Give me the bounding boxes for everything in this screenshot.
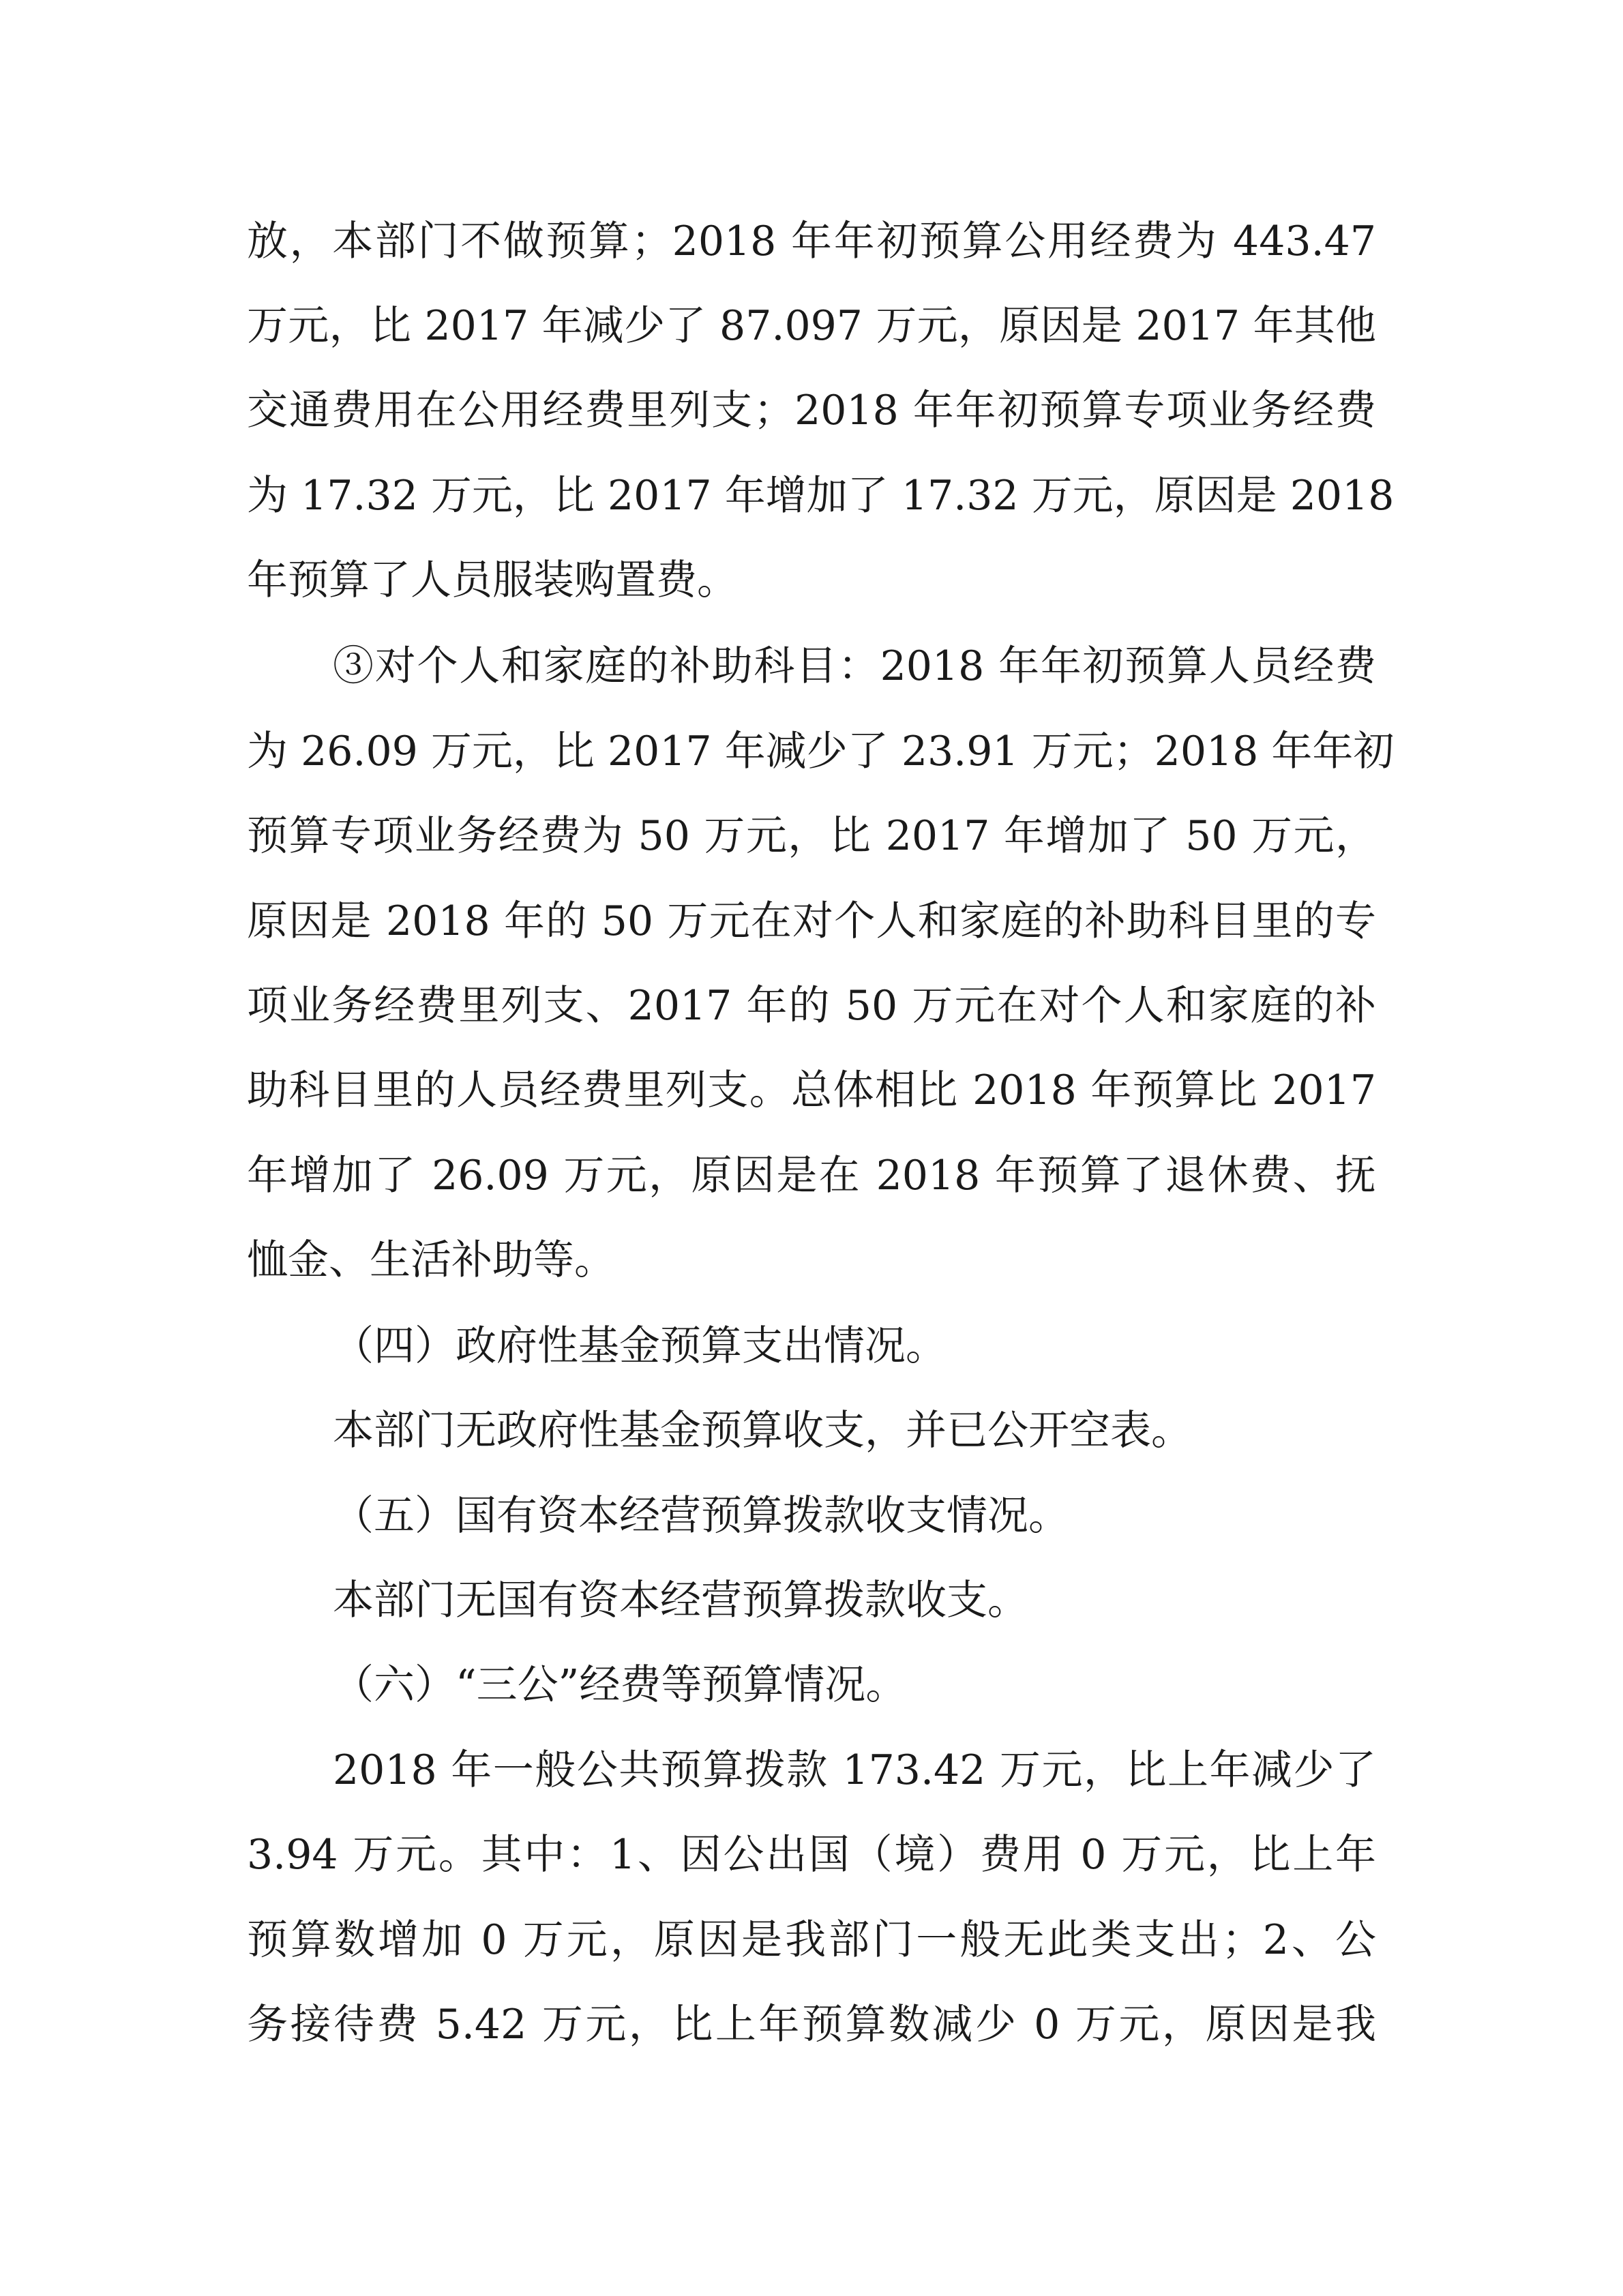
text-line: 放，本部门不做预算；2018 年年初预算公用经费为 443.47 [247,218,1376,265]
text-line: 年增加了 26.09 万元，原因是在 2018 年预算了退休费、抚 [247,1152,1376,1199]
text-line: 3.94 万元。其中：1、因公出国（境）费用 0 万元，比上年 [247,1831,1376,1879]
text-line: 项业务经费里列支、2017 年的 50 万元在对个人和家庭的补 [247,982,1376,1030]
paragraph-first-line: ③对个人和家庭的补助科目：2018 年年初预算人员经费 [333,642,1376,690]
text-line: 务接待费 5.42 万元，比上年预算数减少 0 万元，原因是我 [247,2001,1376,2048]
text-line: 预算专项业务经费为 50 万元，比 2017 年增加了 50 万元， [247,812,1376,860]
text-line: 恤金、生活补助等。 [247,1236,615,1284]
text-line: 年预算了人员服装购置费。 [247,556,738,604]
text-line: 交通费用在公用经费里列支；2018 年年初预算专项业务经费 [247,387,1376,434]
paragraph-first-line: 2018 年一般公共预算拨款 173.42 万元，比上年减少了 [333,1746,1376,1794]
text-line: 原因是 2018 年的 50 万元在对个人和家庭的补助科目里的专 [247,897,1376,945]
text-line: 本部门无国有资本经营预算拨款收支。 [333,1577,1028,1624]
section-heading: （四）政府性基金预算支出情况。 [333,1322,947,1370]
text-line: 本部门无政府性基金预算收支，并已公开空表。 [333,1407,1192,1455]
text-line: 为 26.09 万元，比 2017 年减少了 23.91 万元；2018 年年初 [247,728,1395,775]
text-line: 万元，比 2017 年减少了 87.097 万元，原因是 2017 年其他 [247,302,1376,350]
text-line: 为 17.32 万元，比 2017 年增加了 17.32 万元，原因是 2018 [247,472,1395,520]
section-heading: （五）国有资本经营预算拨款收支情况。 [333,1492,1069,1540]
text-line: 助科目里的人员经费里列支。总体相比 2018 年预算比 2017 [247,1067,1376,1114]
text-line: 预算数增加 0 万元，原因是我部门一般无此类支出；2、公 [247,1916,1376,1964]
section-heading: （六）“三公”经费等预算情况。 [333,1661,907,1709]
